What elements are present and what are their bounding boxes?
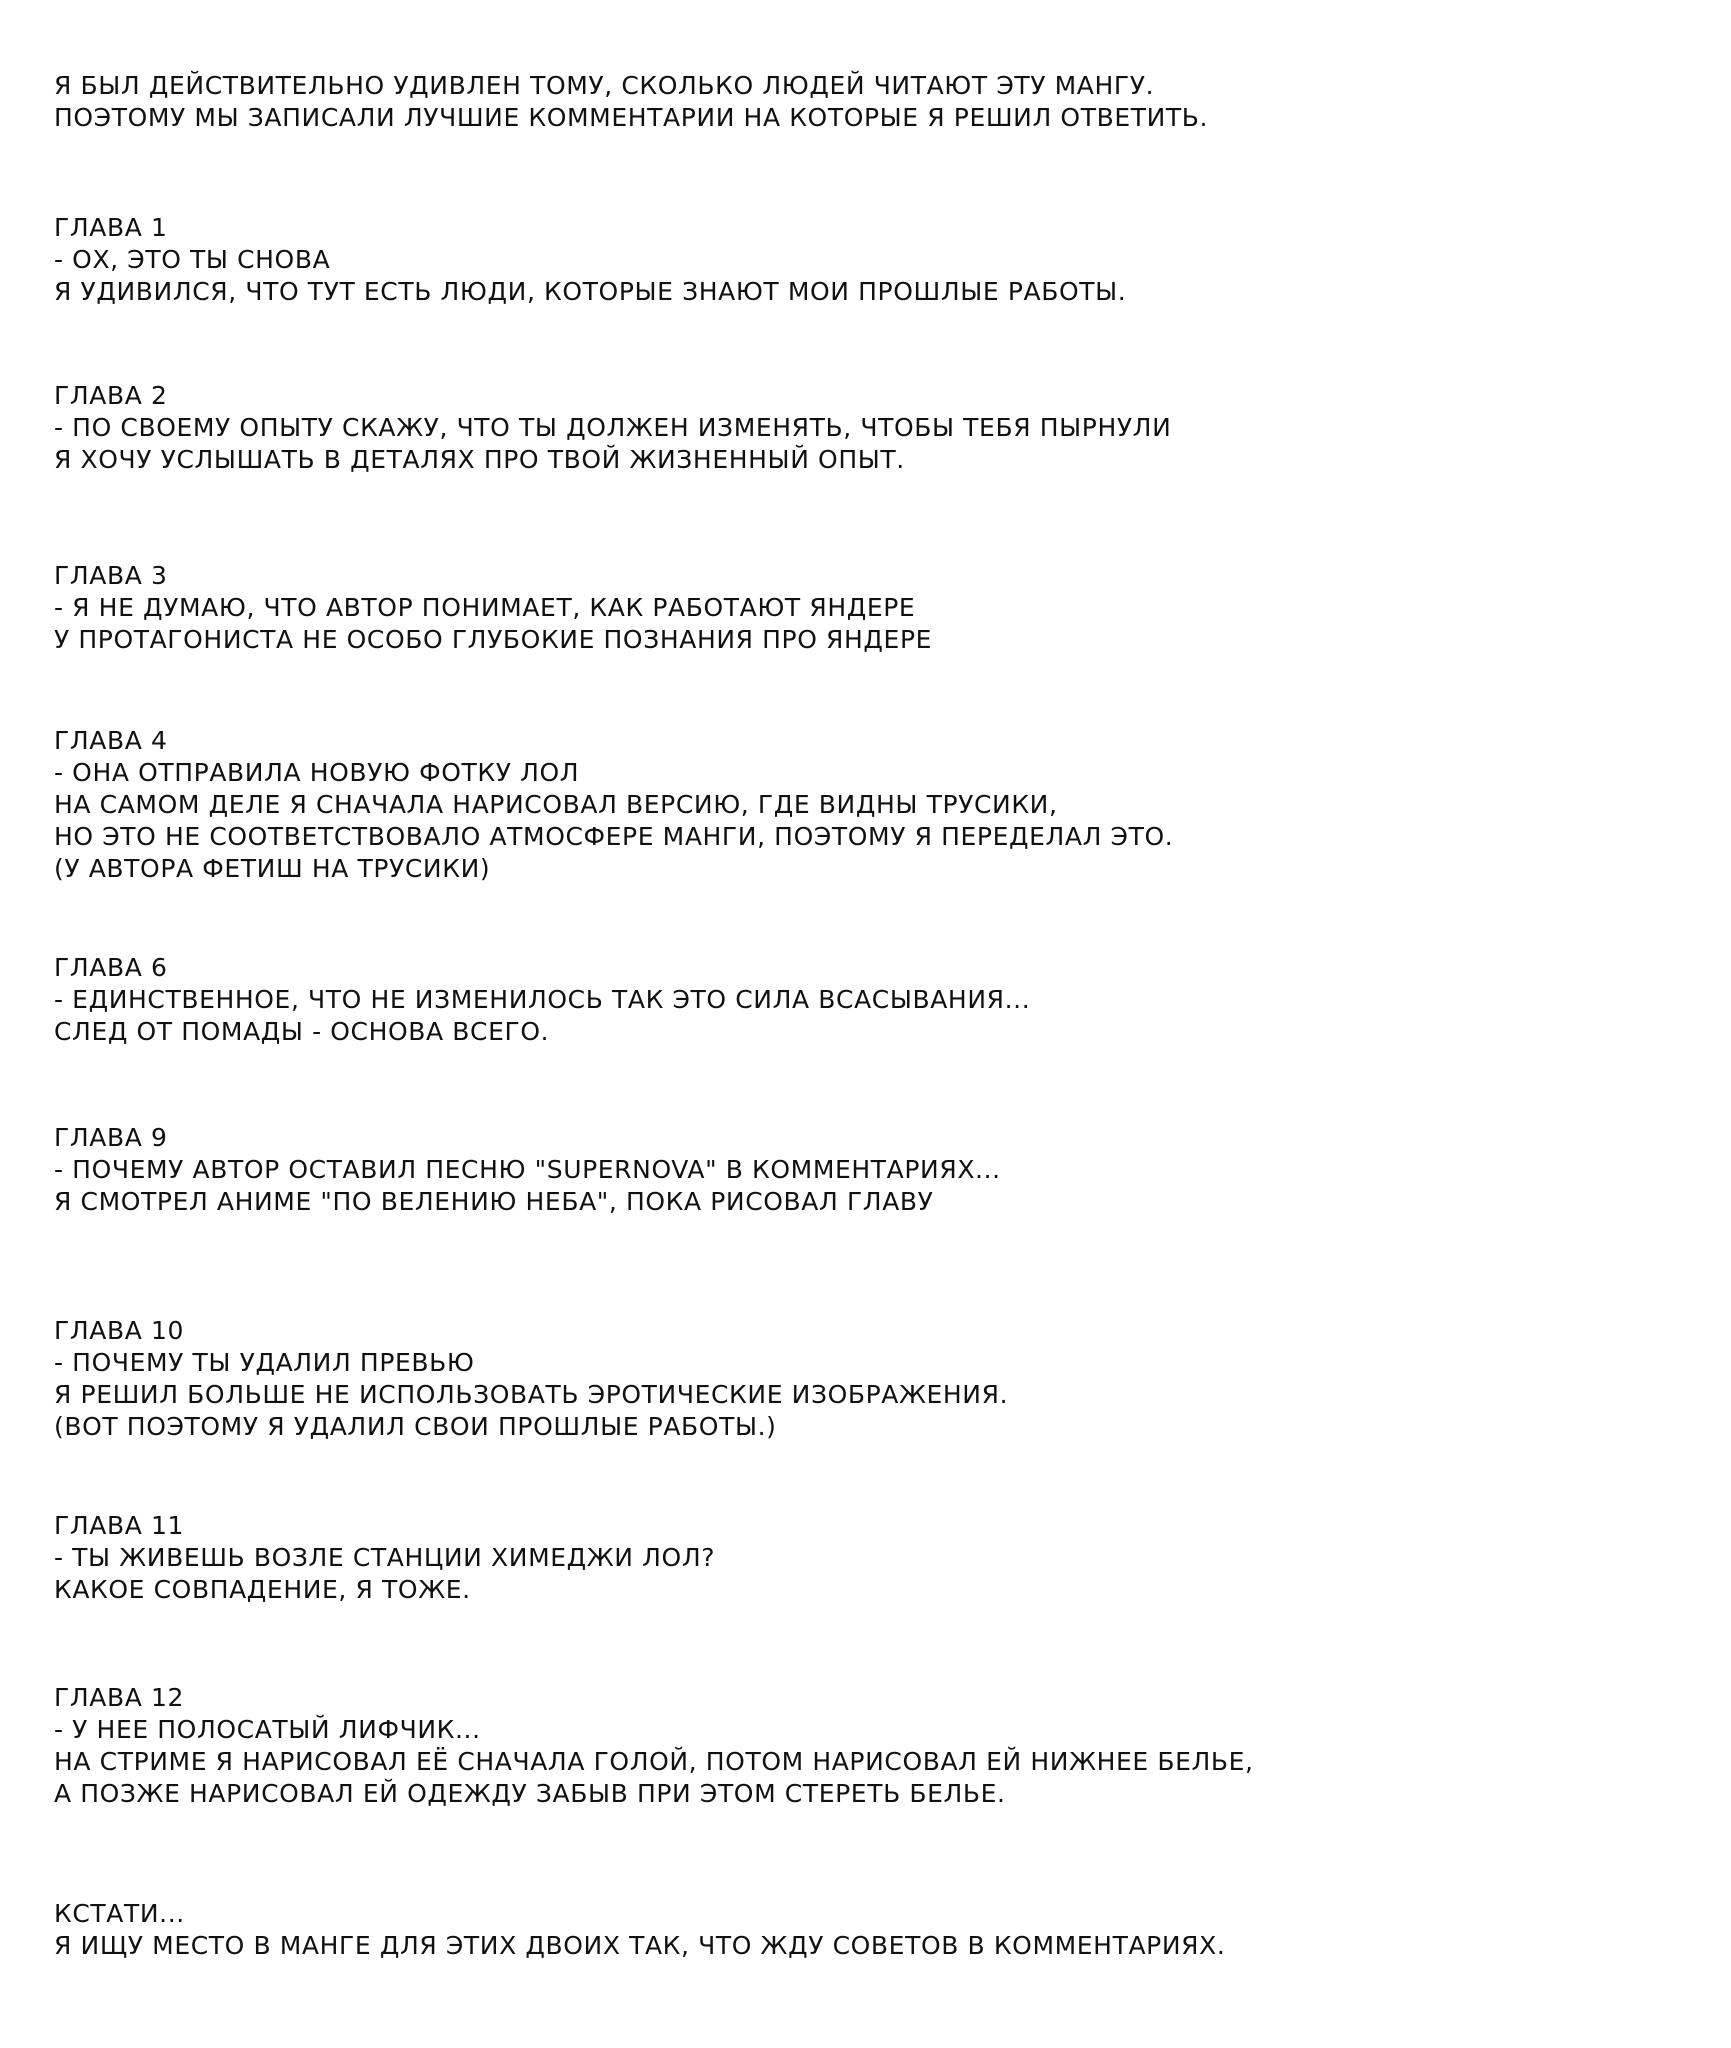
comment-line: - ОХ, ЭТО ТЫ СНОВА bbox=[54, 245, 331, 274]
chapter-heading: ГЛАВА 9 bbox=[54, 1123, 168, 1152]
intro-line: ПОЭТОМУ МЫ ЗАПИСАЛИ ЛУЧШИЕ КОММЕНТАРИИ НА КОТОРЫЕ Я РЕШИЛ ОТВЕТИТЬ. bbox=[54, 103, 1209, 132]
reply-line: СЛЕД ОТ ПОМАДЫ - ОСНОВА ВСЕГО. bbox=[54, 1017, 550, 1046]
reply-line: Я РЕШИЛ БОЛЬШЕ НЕ ИСПОЛЬЗОВАТЬ ЭРОТИЧЕСКИЕ ИЗОБРАЖЕНИЯ. bbox=[54, 1380, 1009, 1409]
reply-line: А ПОЗЖЕ НАРИСОВАЛ ЕЙ ОДЕЖДУ ЗАБЫВ ПРИ ЭТОМ СТЕРЕТЬ БЕЛЬЕ. bbox=[54, 1779, 1006, 1808]
chapter-heading: ГЛАВА 1 bbox=[54, 213, 168, 242]
comment-line: - ПО СВОЕМУ ОПЫТУ СКАЖУ, ЧТО ТЫ ДОЛЖЕН ИЗМЕНЯТЬ, ЧТОБЫ ТЕБЯ ПЫРНУЛИ bbox=[54, 413, 1172, 442]
chapter-heading: ГЛАВА 4 bbox=[54, 726, 168, 755]
comment-line: - У НЕЕ ПОЛОСАТЫЙ ЛИФЧИК... bbox=[54, 1715, 481, 1744]
chapter-heading: ГЛАВА 12 bbox=[54, 1683, 184, 1712]
reply-line: (У АВТОРА ФЕТИШ НА ТРУСИКИ) bbox=[54, 854, 491, 883]
comment-line: - ПОЧЕМУ ТЫ УДАЛИЛ ПРЕВЬЮ bbox=[54, 1348, 475, 1377]
reply-line: У ПРОТАГОНИСТА НЕ ОСОБО ГЛУБОКИЕ ПОЗНАНИЯ ПРО ЯНДЕРЕ bbox=[54, 625, 933, 654]
comment-line: - ЕДИНСТВЕННОЕ, ЧТО НЕ ИЗМЕНИЛОСЬ ТАК ЭТО СИЛА ВСАСЫВАНИЯ... bbox=[54, 985, 1031, 1014]
chapter-heading: ГЛАВА 10 bbox=[54, 1316, 184, 1345]
chapter-heading: ГЛАВА 2 bbox=[54, 381, 168, 410]
reply-line: КАКОЕ СОВПАДЕНИЕ, Я ТОЖЕ. bbox=[54, 1575, 471, 1604]
comment-line: - ТЫ ЖИВЕШЬ ВОЗЛЕ СТАНЦИИ ХИМЕДЖИ ЛОЛ? bbox=[54, 1543, 716, 1572]
comment-line: - Я НЕ ДУМАЮ, ЧТО АВТОР ПОНИМАЕТ, КАК РАБОТАЮТ ЯНДЕРЕ bbox=[54, 593, 916, 622]
reply-line: Я УДИВИЛСЯ, ЧТО ТУТ ЕСТЬ ЛЮДИ, КОТОРЫЕ ЗНАЮТ МОИ ПРОШЛЫЕ РАБОТЫ. bbox=[54, 277, 1127, 306]
closing-line: Я ИЩУ МЕСТО В МАНГЕ ДЛЯ ЭТИХ ДВОИХ ТАК, ЧТО ЖДУ СОВЕТОВ В КОММЕНТАРИЯХ. bbox=[54, 1931, 1226, 1960]
reply-line: НА САМОМ ДЕЛЕ Я СНАЧАЛА НАРИСОВАЛ ВЕРСИЮ, ГДЕ ВИДНЫ ТРУСИКИ, bbox=[54, 790, 1058, 819]
chapter-heading: ГЛАВА 3 bbox=[54, 561, 168, 590]
reply-line: (ВОТ ПОЭТОМУ Я УДАЛИЛ СВОИ ПРОШЛЫЕ РАБОТЫ.) bbox=[54, 1412, 777, 1441]
comment-line: - ОНА ОТПРАВИЛА НОВУЮ ФОТКУ ЛОЛ bbox=[54, 758, 580, 787]
reply-line: Я СМОТРЕЛ АНИМЕ "ПО ВЕЛЕНИЮ НЕБА", ПОКА РИСОВАЛ ГЛАВУ bbox=[54, 1187, 934, 1216]
reply-line: Я ХОЧУ УСЛЫШАТЬ В ДЕТАЛЯХ ПРО ТВОЙ ЖИЗНЕННЫЙ ОПЫТ. bbox=[54, 445, 905, 474]
chapter-heading: ГЛАВА 11 bbox=[54, 1511, 184, 1540]
reply-line: НА СТРИМЕ Я НАРИСОВАЛ ЕЁ СНАЧАЛА ГОЛОЙ, ПОТОМ НАРИСОВАЛ ЕЙ НИЖНЕЕ БЕЛЬЕ, bbox=[54, 1747, 1254, 1776]
comment-line: - ПОЧЕМУ АВТОР ОСТАВИЛ ПЕСНЮ "SUPERNOVA" В КОММЕНТАРИЯХ... bbox=[54, 1155, 1001, 1184]
intro-line: Я БЫЛ ДЕЙСТВИТЕЛЬНО УДИВЛЕН ТОМУ, СКОЛЬКО ЛЮДЕЙ ЧИТАЮТ ЭТУ МАНГУ. bbox=[54, 71, 1155, 100]
chapter-heading: ГЛАВА 6 bbox=[54, 953, 168, 982]
reply-line: НО ЭТО НЕ СООТВЕТСТВОВАЛО АТМОСФЕРЕ МАНГИ, ПОЭТОМУ Я ПЕРЕДЕЛАЛ ЭТО. bbox=[54, 822, 1174, 851]
closing-line: КСТАТИ... bbox=[54, 1899, 185, 1928]
